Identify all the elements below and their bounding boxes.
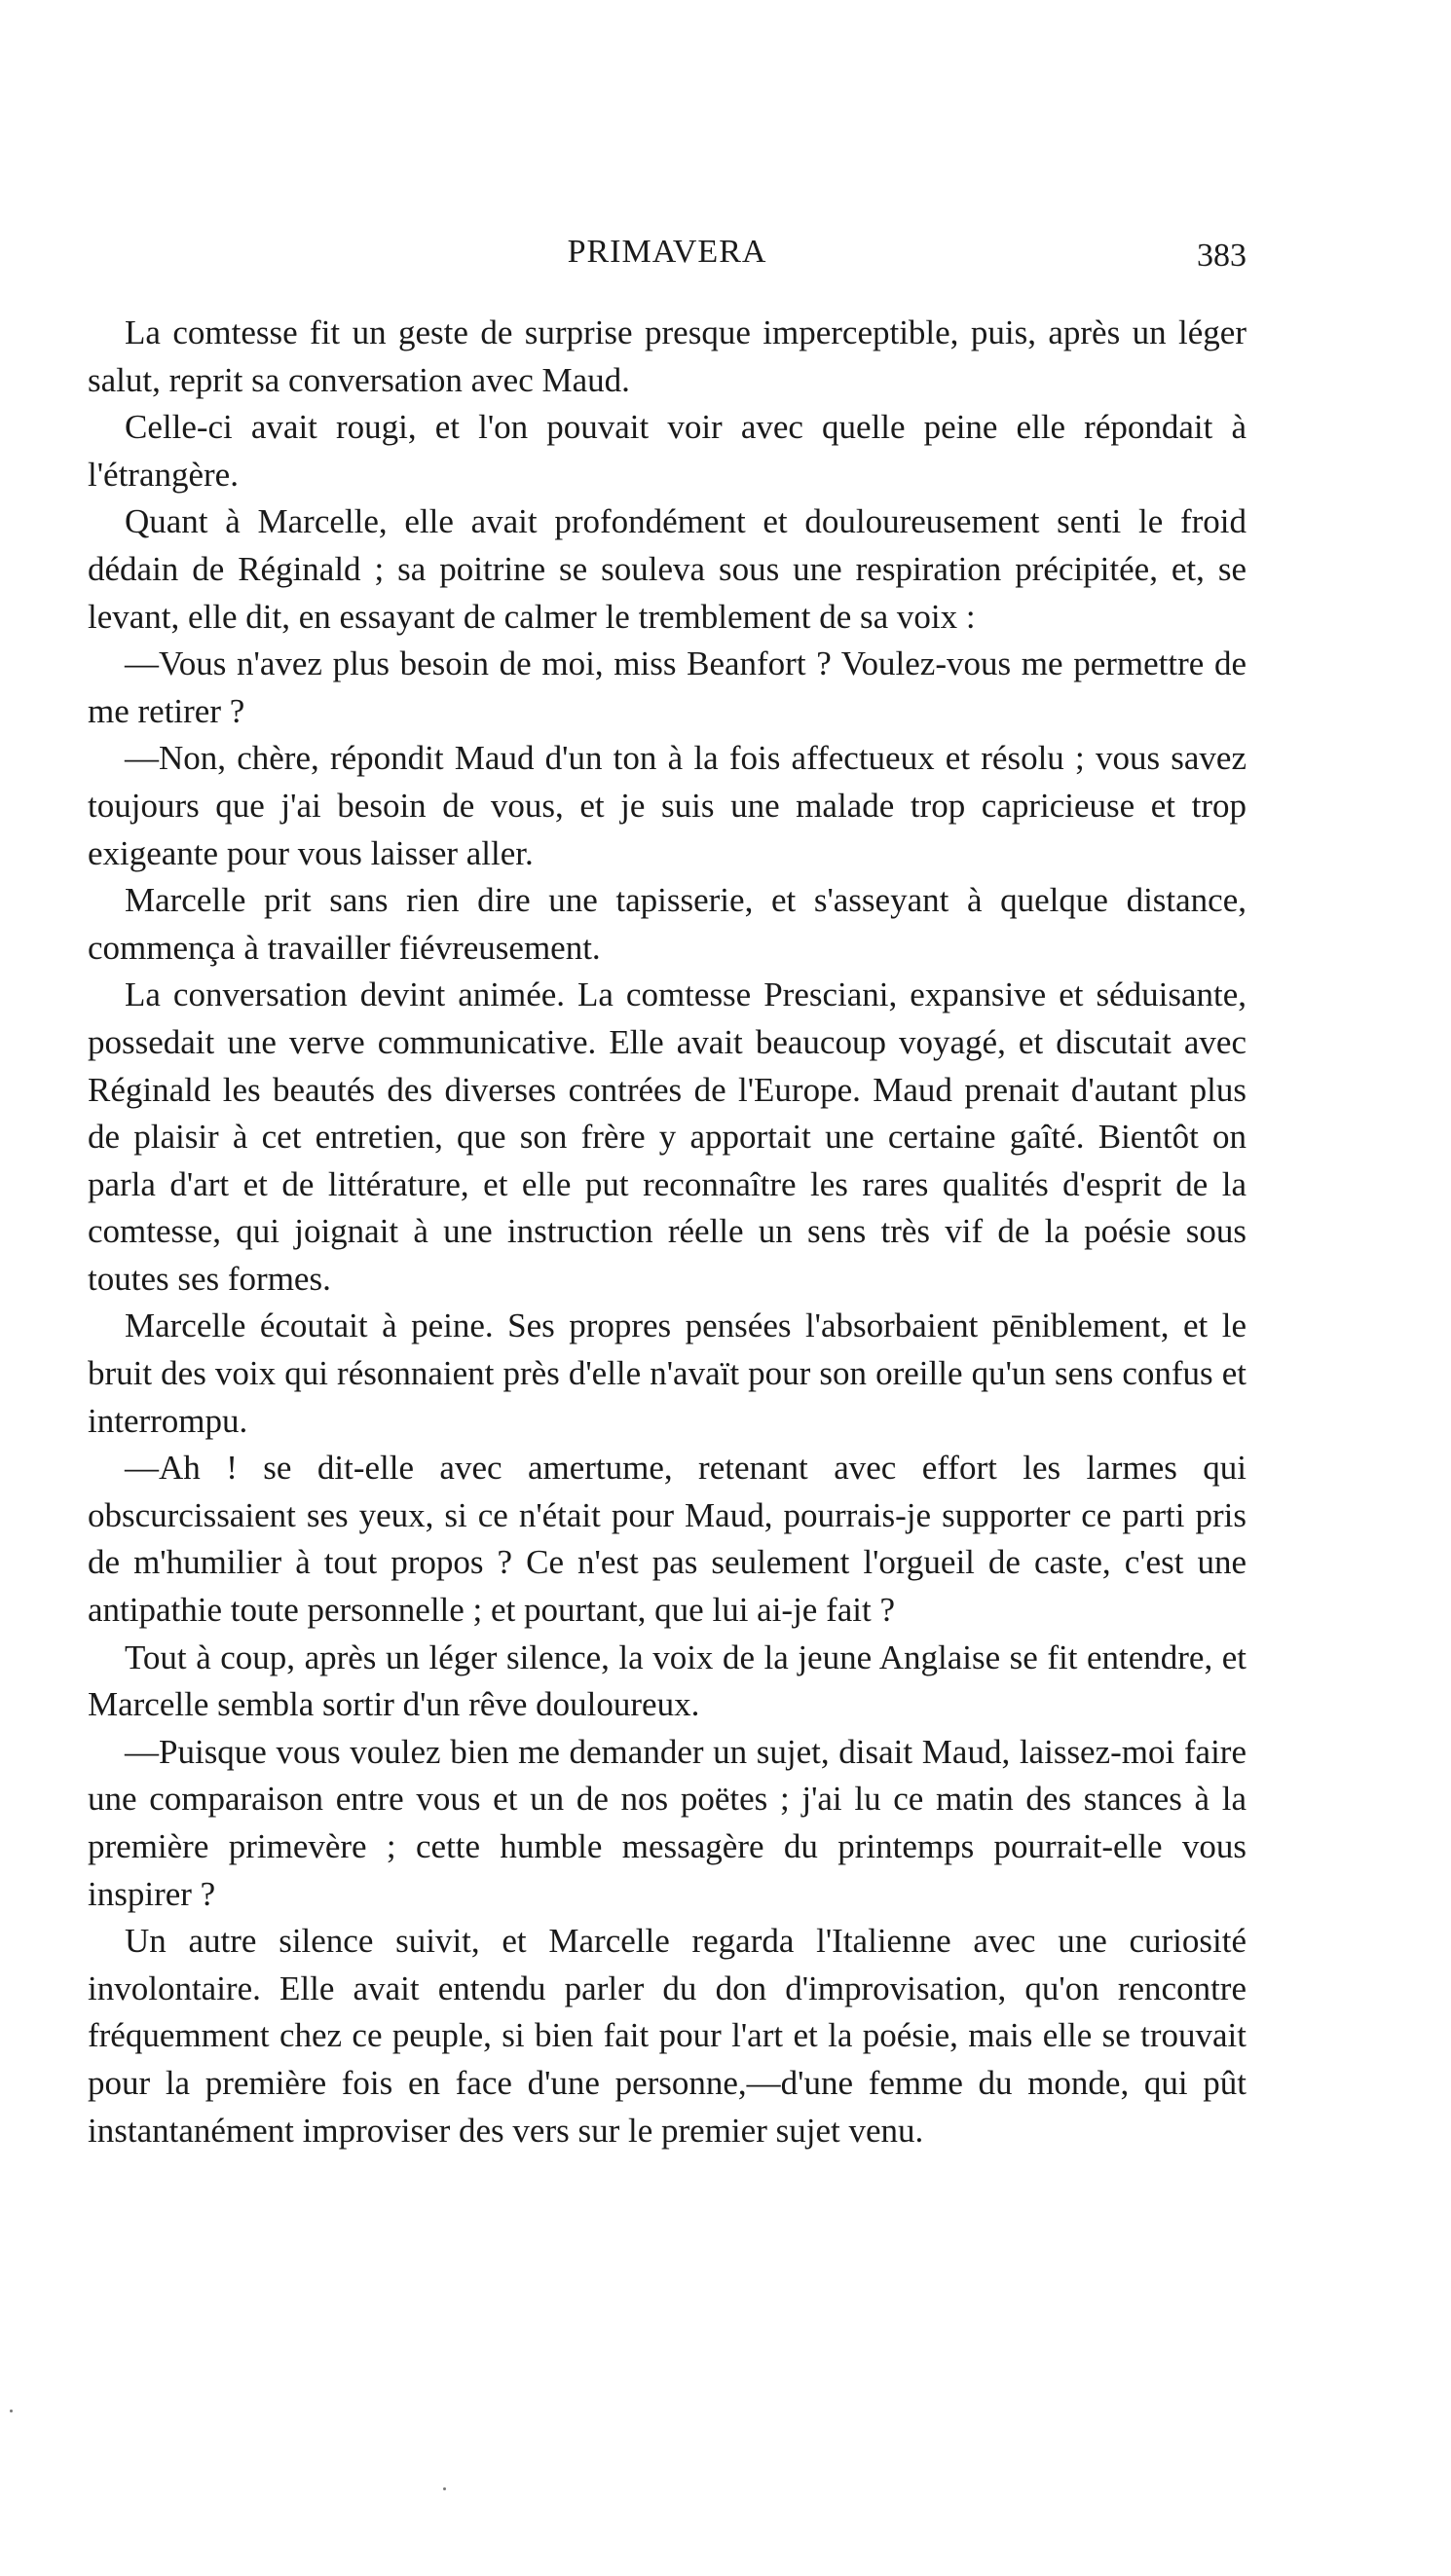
- paragraph: Tout à coup, après un léger silence, la voix de la jeune Anglaise se fit entendre, et Marcelle sembla sortir d'un rêve douloureux.: [88, 1638, 1246, 1724]
- running-title: PRIMAVERA: [567, 234, 767, 270]
- paragraph: La conversation devint animée. La comtesse Presciani, expansive et séduisante, possedait une verve communicative. Elle avait beaucoup voyagé, et discutait avec Réginald les beautés des diverses contrées de l'Europe. Maud prenait d'autant plus de plaisir à cet entretien, que son frère y apportait une certaine gaîté. Bientôt on parla d'art et de littérature, et elle put reconnaître les rares qualités d'esprit de la comtesse, qui joignait à une instruction réelle un sens très vif de la poésie sous toutes ses formes.: [88, 975, 1246, 1298]
- paper-speck: [10, 2410, 13, 2412]
- paper-speck: [443, 2487, 446, 2490]
- body-text: [88, 310, 1246, 2154]
- running-head: [88, 234, 1246, 282]
- paragraph: La comtesse fit un geste de surprise presque imperceptible, puis, après un léger salut, reprit sa conversation avec Maud.: [88, 313, 1246, 399]
- paragraph: Un autre silence suivit, et Marcelle regarda l'Italienne avec une curiosité involontaire. Elle avait entendu parler du don d'improvisation, qu'on rencontre fréquemment chez ce peuple, si bien fait pour l'art et la poésie, mais elle se trouvait pour la première fois en face d'une personne,—d'une femme du monde, qui pût instantanément improviser des vers sur le premier sujet venu.: [88, 1922, 1246, 2150]
- paragraph: Marcelle prit sans rien dire une tapisserie, et s'asseyant à quelque distance, commença à travailler fiévreusement.: [88, 881, 1246, 967]
- page-number: 383: [1197, 238, 1246, 274]
- paragraph: —Vous n'avez plus besoin de moi, miss Beanfort ? Voulez-vous me permettre de me retirer ?: [88, 644, 1246, 730]
- paragraph: —Puisque vous voulez bien me demander un sujet, disait Maud, laissez-moi faire une comparaison entre vous et un de nos poëtes ; j'ai lu ce matin des stances à la première primevère ; cette humble messagère du printemps pourrait-elle vous inspirer ?: [88, 1732, 1246, 1913]
- paragraph: —Ah ! se dit-elle avec amertume, retenant avec effort les larmes qui obscurcissaient ses yeux, si ce n'était pour Maud, pourrais-je supporter ce parti pris de m'humilier à tout propos ? Ce n'est pas seulement l'orgueil de caste, c'est une antipathie toute personnelle ; et pourtant, que lui ai-je fait ?: [88, 1449, 1246, 1630]
- paragraph: Marcelle écoutait à peine. Ses propres pensées l'absorbaient pēniblement, et le bruit des voix qui résonnaient près d'elle n'avaït pour son oreille qu'un sens confus et interrompu.: [88, 1306, 1246, 1440]
- paragraph: —Non, chère, répondit Maud d'un ton à la fois affectueux et résolu ; vous savez toujours que j'ai besoin de vous, et je suis une malade trop capricieuse et trop exigeante pour vous laisser aller.: [88, 739, 1246, 872]
- paragraph: Quant à Marcelle, elle avait profondément et douloureusement senti le froid dédain de Réginald ; sa poitrine se souleva sous une respiration précipitée, et, se levant, elle dit, en essayant de calmer le tremblement de sa voix :: [88, 502, 1246, 636]
- paragraph: Celle-ci avait rougi, et l'on pouvait voir avec quelle peine elle répondait à l'étrangère.: [88, 408, 1246, 494]
